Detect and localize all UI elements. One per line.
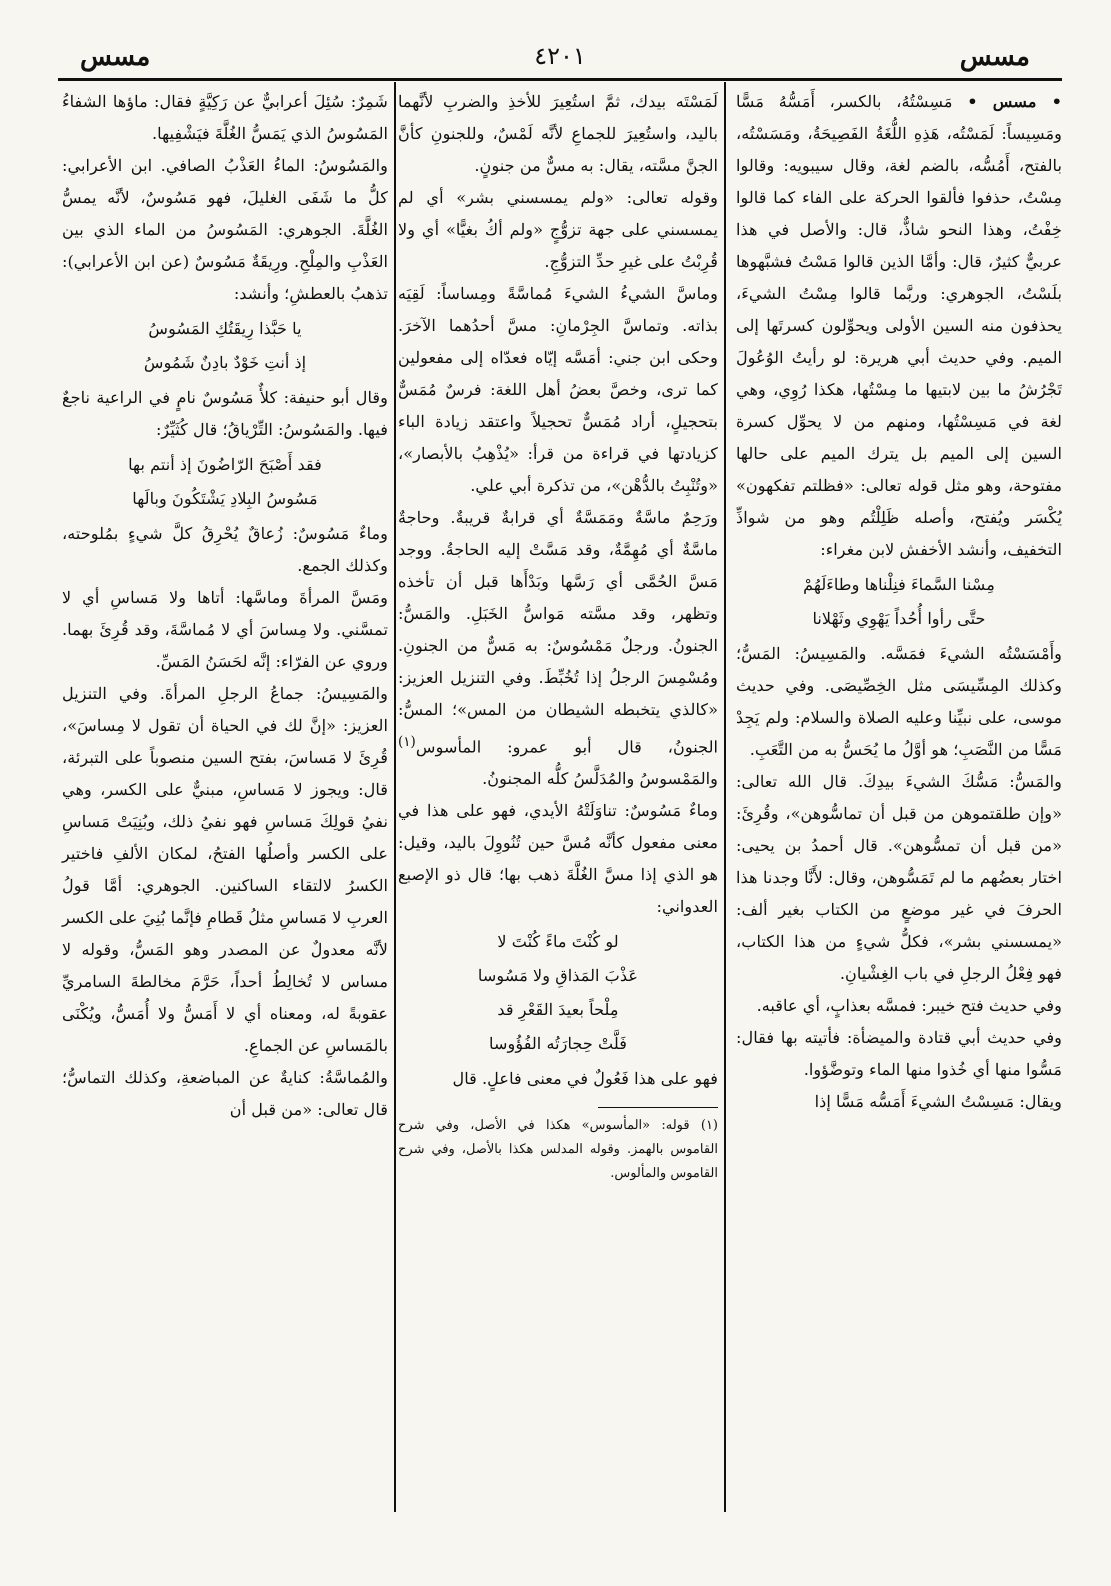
paragraph-text: والمَمْسوسُ والمُدَلَّسُ كلُّه المجنونُ. xyxy=(482,769,718,789)
paragraph: وماسَّ الشيءُ الشيءَ مُماسَّةً ومِساساً: لَقِيَه بذاته. وتماسَّ الجِرْمانِ: مسَّ أحدُهما الآخرَ. وحكى ابن جني: أمَسَّه إيّاه فعدّاه إلى مفعولين كما ترى، وخصَّ بعضُ أهل اللغة: فرسٌ مُمَسٌّ بتحجيلٍ، أراد مُمَسٌّ تحجيلاً واعتقد زيادة الباء كزيادتها في قراءة من قرأ: «يُذْهِبُ بالأبصار»، «وتُنْبِتُ بالدُّهْن»، من تذكرة أبي علي. xyxy=(398,284,718,495)
footnote: (١) قوله: «المأسوس» هكذا في الأصل، وفي شرح القاموس بالهمز. وقوله المدلس هكذا بالأصل، وفي شرح القاموس والمألوس. xyxy=(398,1118,718,1182)
paragraph: وماءٌ مَسُوسٌ: تناوَلَتْهُ الأيدي، فهو على هذا في معنى مفعول كأنَّه مُسَّ حين تُنُووِلَ باليد، وقيل: هو الذي إذا مسَّ الغُلَّةَ ذهب بها؛ قال ذو الإصبع العدواني: xyxy=(398,801,718,917)
entry-headword: • مسس • xyxy=(967,92,1062,111)
paragraph: ويقال: مَسِسْتُ الشيءَ أَمَسُّه مَسًّا إذا xyxy=(814,1092,1062,1111)
column-left xyxy=(62,86,388,1126)
headword-left: مسس xyxy=(80,42,151,72)
paragraph: والمَسُّ: مَسُّكَ الشيءَ بيدِكَ. قال الله تعالى: «وإن طلقتموهن من قبل أن تماسُّوهن»، وقُرِئَ: «من قبل أن تمسُّوهن». قال أحمدُ بن يحيى: اختار بعضُهم ما لم تَمَسُّوهن، وقال: لأَنَّا وجدنا هذا الحرفَ في غير موضعٍ من الكتاب بغير ألف: «يمسسني بشر»، فكلُّ شيءٍ من هذا الكتاب، فهو فِعْلُ الرجلِ في باب الغِشْيانِ. xyxy=(736,772,1062,983)
paragraph-text: ورَحِمٌ ماسَّةٌ ومَمَسَّةٌ أي قرابةٌ قريبةٌ. وحاجةٌ ماسَّةٌ أي مُهِمَّةٌ، وقد مَسَّتْ إليه الحاجةُ. ووجد مَسَّ الحُمَّى أي رَسَّها وبَدْأَها قبل أن تأخذه وتظهر، وقد مسَّته مَواسُّ الخَبَلِ. والمَسُّ: الجنونُ. ورجلٌ مَمْسُوسٌ: به مَسٌّ من الجنونِ. ومُسْمِسَ الرجلُ إذا تُخُبِّطَ. وفي التنزيل العزيز: «كالذي يتخبطه الشيطان من المس»؛ المسُّ: الجنونُ، قال أبو عمرو: المأسوس xyxy=(398,508,718,757)
verse-line: إذ أنتِ خَوْدٌ بادِنٌ شَمُوسُ xyxy=(143,353,307,372)
column-middle xyxy=(398,86,718,1186)
paragraph: لَمَسْتَه بيدك، ثمَّ استُعِيرَ للأخذِ والضربِ لأنَّهما باليد، واستُعِيرَ للجماعِ لأنَّه لَمْسٌ، وللجنونِ كأنَّ الجنَّ مسَّته، يقال: به مسٌّ من جنونٍ. xyxy=(398,92,718,175)
column-divider-left xyxy=(394,82,396,1512)
verse-line: مِسْنا السَّماءَ فنِلْناها وطاءَلَهُمْ xyxy=(803,575,995,594)
paragraph: وفي حديث أبي قتادة والميضأة: فأتيته بها فقال: مَسُّوا منها أي خُذوا منها الماء وتوضَّؤوا. xyxy=(736,1028,1062,1079)
verse-line: فَلَّتْ حِجارَتُه الفُؤُوسا xyxy=(489,1034,627,1054)
paragraph: ومَسَّ المرأةَ وماسَّها: أتاها ولا مَساسِ أي لا تمسَّني. ولا مِساسَ أي لا مُماسَّةَ، وقد قُرِئَ بهما. وروي عن الفرّاء: إنَّه لحَسَنُ المَسِّ. xyxy=(62,588,388,671)
paragraph: والمُماسَّةُ: كنايةٌ عن المباضعةِ، وكذلك التماسُّ؛ قال تعالى: «من قبل أن xyxy=(62,1068,388,1119)
paragraph: وأَمْسَسْتُه الشيءَ فمَسَّه. والمَسِيسُ: المَسُّ؛ وكذلك المِسِّيسَى مثل الخِصِّيصَى. وفي حديث موسى، على نبيِّنا وعليه الصلاة والسلام: ولم يَجِدْ مَسًّا من النَّصَبِ؛ هو أوَّلُ ما يُحَسُّ به من التَّعَبِ. xyxy=(736,644,1062,759)
verse-line: يا حَبَّذا رِيقَتُكِ المَسُوسُ xyxy=(148,319,302,338)
paragraph: وقوله تعالى: «ولم يمسسني بشر» أي لم يمسسني على جهة تزوُّجٍ «ولم أكُ بغيًّا» أي ولا قُرِبْتُ على غيرِ حدِّ التزوُّجِ. xyxy=(398,188,718,271)
paragraph: والمَسُوسُ: الماءُ العَذْبُ الصافي. ابن الأعرابي: كلُّ ما شَفَى الغليلَ، فهو مَسُوسٌ، لأنَّه يمسُّ الغُلَّةَ. الجوهري: المَسُوسُ من الماء الذي بين العَذْبِ والمِلْحِ. ورِيقَةٌ مَسُوسٌ (عن ابن الأعرابي): تذهبُ بالعطشِ؛ وأنشد: xyxy=(62,156,388,303)
page-number: ٤٢٠١ xyxy=(534,42,586,70)
footnote-rule xyxy=(598,1107,718,1108)
paragraph xyxy=(398,502,718,795)
paragraph: والمَسِيسُ: جماعُ الرجلِ المرأةَ. وفي التنزيل العزيز: «إنَّ لك في الحياة أن تقول لا مِساسَ»، قُرِئَ لا مَساسَ، بفتح السين منصوباً على التبرئة، قال: ويجوز لا مَساسِ، مبنيٌّ على الكسر، وهي نفيُ قولِكَ مَساسِ فهو نفيُ ذلك، وبُنِيَتْ مَساسِ على الكسر وأصلُها الفتحُ، لمكان الألفِ فاختير الكسرُ لالتقاء الساكنين. الجوهري: أمَّا قولُ العربِ لا مَساسِ مثلُ قَطامِ فإنَّما بُنِيَ على الكسر لأنَّه معدولٌ عن المصدر وهو المَسُّ، وقوله لا مساس لا تُخالِطُ أحداً، حَرَّمَ مخالطةَ السامريِّ عقوبةً له، ومعناه أي لا أَمَسُّ ولا أُمَسُّ، ويُكْنَى بالمَساسِ عن الجماعِ. xyxy=(62,684,388,1055)
paragraph: شَمِرٌ: سُئِلَ أعرابيٌّ عن رَكِيَّةٍ فقال: ماؤها الشفاءُ المَسُوسُ الذي يَمَسُّ الغُلَّةَ فيَشْفِيها. xyxy=(62,92,388,143)
column-right xyxy=(736,86,1062,1118)
header-rule xyxy=(58,78,1062,81)
paragraph: فهو على هذا فَعُولٌ في معنى فاعلٍ. قال xyxy=(452,1069,718,1089)
verse-line: مِلْحاً بعيدَ القَعْرِ قد xyxy=(497,1000,619,1020)
paragraph: وفي حديث فتح خيبر: فمسَّه بعذابٍ، أي عاقبه. xyxy=(756,996,1062,1015)
verse-line: فقد أَصْبَحَ الرّاضُونَ إذ أنتم بها xyxy=(128,455,322,474)
paragraph: وقال أبو حنيفة: كلأٌ مَسُوسٌ نامٍ في الراعية ناجعٌ فيها. والمَسُوسُ: التِّرْياقُ؛ قال كُثَيِّرٌ: xyxy=(62,388,388,439)
verse-line: لو كُنْتَ ماءً كُنْتَ لا xyxy=(497,932,619,952)
verse-line: حتَّى رأوا أُحُداً يَهْوِي وثَهْلانا xyxy=(812,609,986,628)
verse-line: عَذْبَ المَذاقِ ولا مَسُوسا xyxy=(477,966,639,986)
page-header xyxy=(60,42,1060,82)
entry-paragraph xyxy=(736,86,1062,566)
paragraph: وماءٌ مَسُوسٌ: زُعاقٌ يُحْرِقُ كلَّ شيءٍ بمُلوحته، وكذلك الجمع. xyxy=(62,524,388,575)
column-divider-right xyxy=(724,82,726,1512)
entry-text: مَسِسْتُهُ، بالكسر، أَمَسُّهُ مَسًّا ومَسِيساً: لَمَسْتُه، هَذِهِ اللُّغَةُ الفَصِيحَةُ، ومَسَسْتُه، بالفتح، أَمُسُّه، بالضم لغة، وقال سيبويه: وقالوا مِسْتُ، حذفوا فألقوا الحركة على الفاء كما قالوا خِفْتُ، وهذا النحو شاذٌّ، قال: والأصل في هذا عربيٌّ كثيرٌ، قال: وأمَّا الذين قالوا مَسْتُ فشبَّهوها بلَسْتُ، الجوهري: وربَّما قالوا مِسْتُ الشيءَ، يحذفون منه السين الأولى ويحوِّلون كسرتَها إلى الميم. وفي حديث أبي هريرة: لو رأيتُ الوُعُولَ تَجْرُشُ ما بين لابتيها ما مِسْتُها، هكذا رُوِي، وهي لغة في مَسِسْتُها، ومنهم من لا يحوِّل كسرة السين إلى الميم بل يترك الميم على حالها مفتوحة، وهو مثل قوله تعالى: «فظلتم تفكهون» يُكْسَر ويُفتح، وأصله ظَلِلْتُم وهو من شواذِّ التخفيف، وأنشد الأخفش لابن مغراء: xyxy=(736,92,1062,559)
footnote-reference: (١) xyxy=(398,734,416,750)
verse-line: مَسُوسُ البِلادِ يَشْتَكُونَ وبالَها xyxy=(132,489,318,508)
headword-right: مسس xyxy=(959,42,1030,72)
